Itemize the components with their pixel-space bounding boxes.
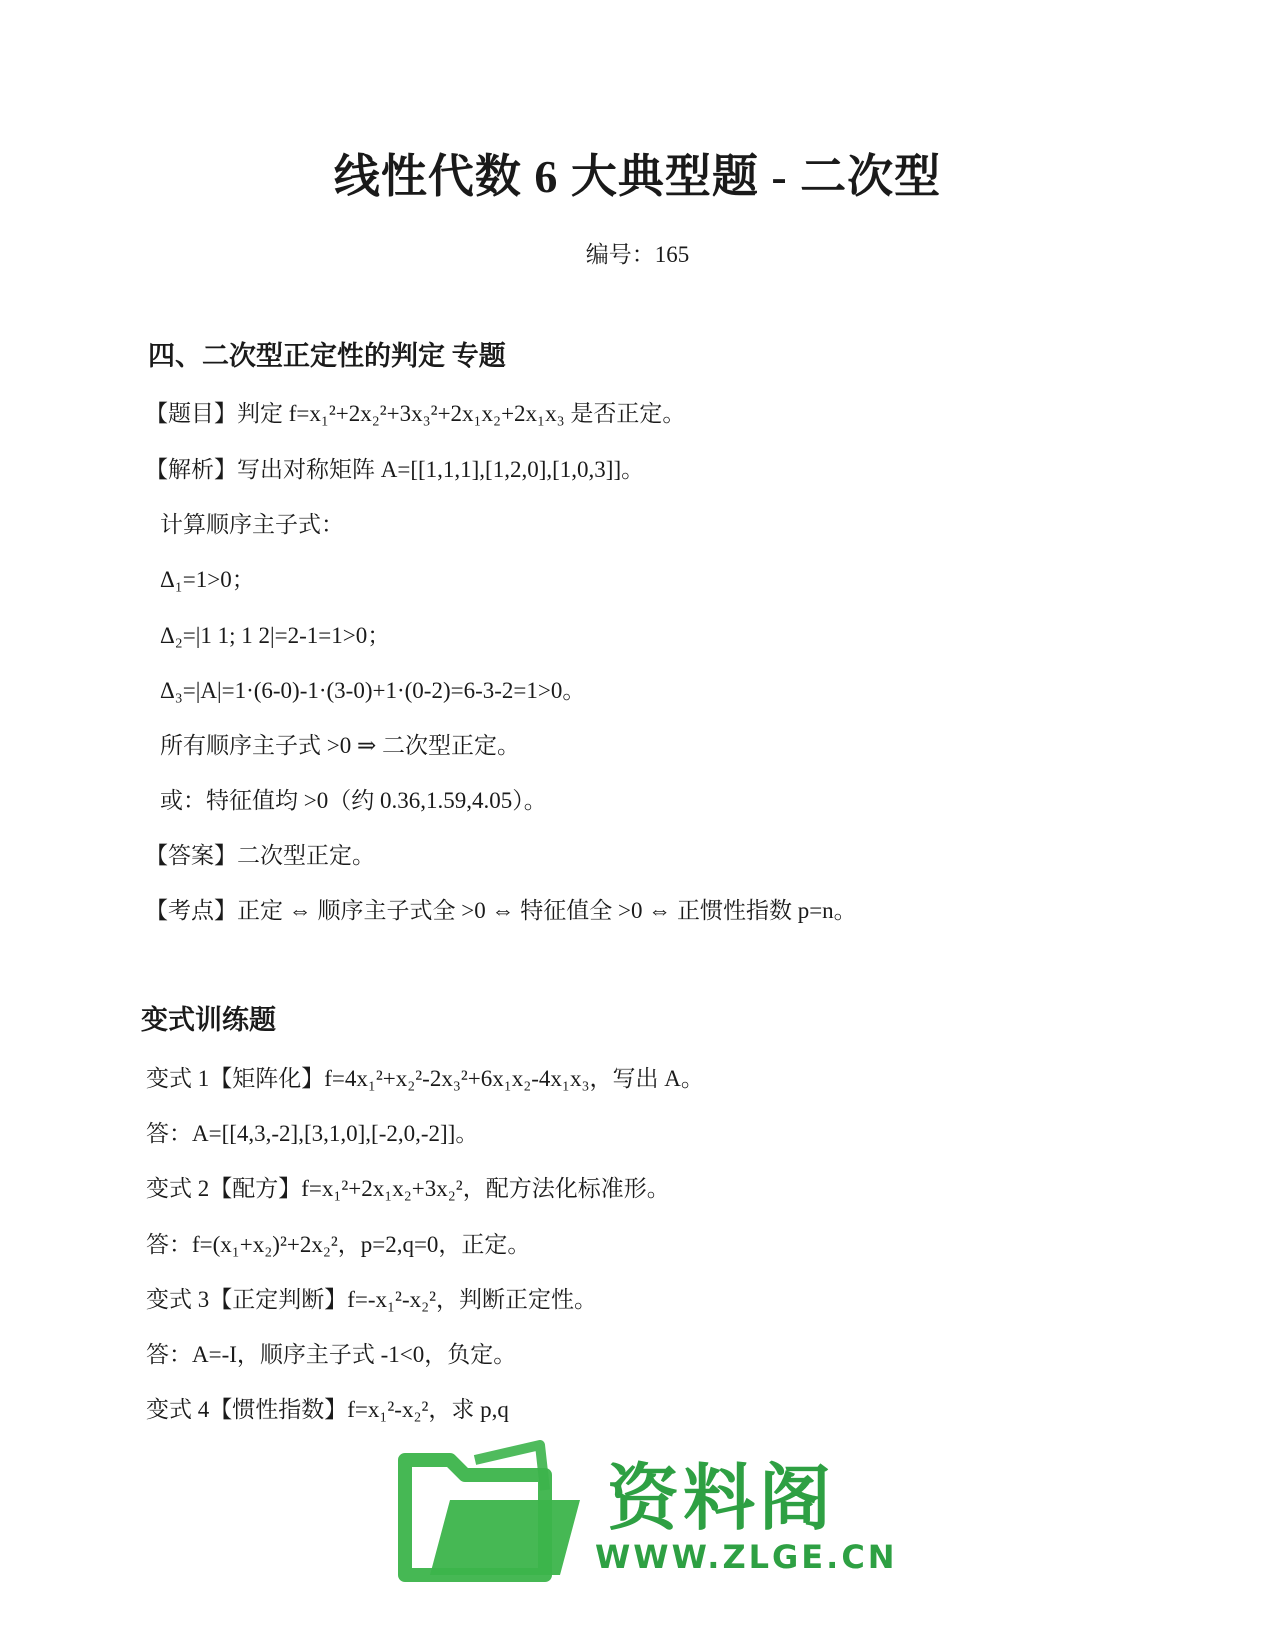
variant-question: 变式 2【配方】f=x₁²+2x₁x₂+3x₂²，配方法化标准形。 — [146, 1176, 670, 1201]
document-title: 线性代数 6 大典型题 - 二次型 — [333, 151, 942, 202]
variant-question: 变式 3【正定判断】f=-x₁²-x₂²，判断正定性。 — [146, 1287, 598, 1312]
variant-question: 变式 1【矩阵化】f=4x₁²+x₂²-2x₃²+6x₁x₂-4x₁x₃，写出 A。 — [146, 1066, 704, 1091]
analysis-step: 计算顺序主子式： — [160, 512, 344, 537]
variant-answer: 答：f=(x₁+x₂)²+2x₂²，p=2,q=0，正定。 — [146, 1232, 531, 1257]
analysis-step: Δ₂=|1 1; 1 2|=2-1=1>0； — [160, 623, 391, 648]
analysis-step: Δ₃=|A|=1·(6-0)-1·(3-0)+1·(0-2)=6-3-2=1>0。 — [160, 678, 586, 703]
answer-line: 【答案】二次型正定。 — [145, 843, 375, 868]
document-number: 编号：165 — [585, 242, 690, 267]
analysis-line: 【解析】写出对称矩阵 A=[[1,1,1],[1,2,0],[1,0,3]]。 — [145, 457, 645, 482]
variant-answer: 答：A=[[4,3,-2],[3,1,0],[-2,0,-2]]。 — [146, 1121, 479, 1146]
watermark-name: 资料阁 — [607, 1456, 836, 1540]
analysis-step: 或：特征值均 >0（约 0.36,1.59,4.05）。 — [160, 788, 547, 813]
analysis-step: 所有顺序主子式 >0 ⇒ 二次型正定。 — [160, 733, 520, 758]
watermark-url: WWW.ZLGE.CN — [595, 1538, 898, 1576]
section-heading-positive-definite: 四、二次型正定性的判定 专题 — [148, 341, 506, 371]
key-point-line: 【考点】正定 ⇔ 顺序主子式全 >0 ⇔ 特征值全 >0 ⇔ 正惯性指数 p=n。 — [145, 898, 857, 923]
book-folder-icon — [395, 1440, 595, 1590]
problem-line: 【题目】判定 f=x₁²+2x₂²+3x₃²+2x₁x₂+2x₁x₃ 是否正定。 — [145, 401, 686, 426]
watermark — [395, 1440, 898, 1590]
variant-question: 变式 4【惯性指数】f=x₁²-x₂²，求 p,q — [146, 1397, 509, 1422]
section-heading-variants: 变式训练题 — [141, 1005, 276, 1035]
variant-answer: 答：A=-I，顺序主子式 -1<0，负定。 — [146, 1342, 517, 1367]
analysis-step: Δ₁=1>0； — [160, 567, 255, 592]
